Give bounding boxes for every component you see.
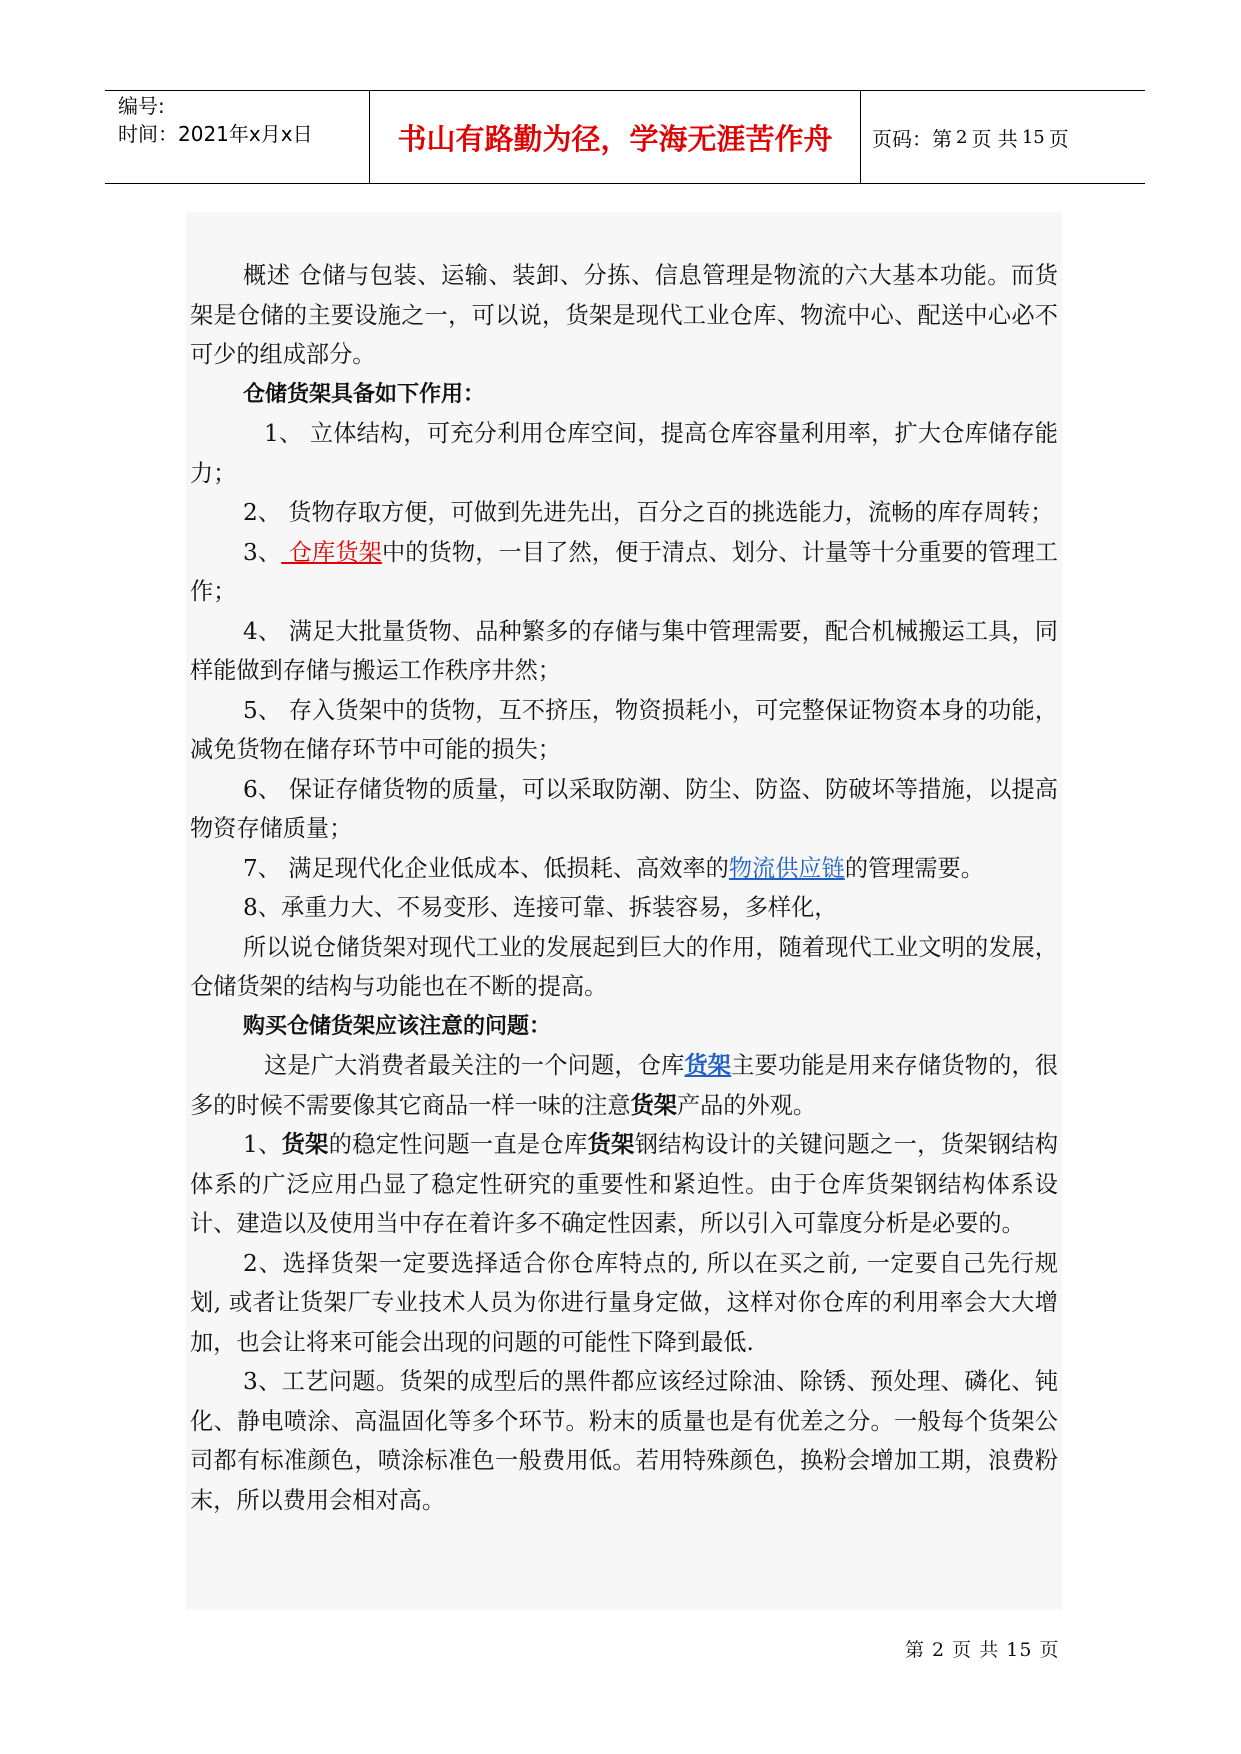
function-item-4: 4、 满足大批量货物、品种繁多的存储与集中管理需要，配合机械搬运工具，同样能做到存储与搬运工作秩序井然； — [190, 617, 1058, 684]
function-item-3 — [190, 533, 1058, 612]
time-label: 时间：2021年x月x日 — [118, 122, 313, 146]
serial-label: 编号: — [118, 94, 165, 118]
page-number: 2 — [956, 126, 968, 148]
q1-rest: 钢结构设计的关键问题之一，货架钢结构体系的广泛应用凸显了稳定性研究的重要性和紧迫性。由于仓库货架钢结构体系设计、建造以及使用当中存在着许多不确定性因素，所以引入可靠度分析是必要的。 — [190, 1131, 1059, 1237]
q1-prefix: 1、 — [243, 1131, 282, 1158]
p2-part-c: 产品的外观。 — [676, 1091, 817, 1119]
supply-chain-link[interactable]: 物流供应链 — [728, 854, 845, 882]
item3-prefix: 3、 — [243, 538, 282, 566]
item7-prefix: 7、 满足现代化企业低成本、低损耗、高效率的 — [243, 854, 729, 882]
page-footer: 第 2 页 共 15 页 — [905, 1639, 1060, 1661]
shelf-link[interactable]: 货架 — [684, 1052, 732, 1079]
header-divider-right — [860, 90, 861, 184]
purchase-point-2: 2、选择货架一定要选择适合你仓库特点的, 所以在买之前, 一定要自己先行规划, 或者让货架厂专业技术人员为你进行量身定做，这样对你仓库的利用率会大大增加，也会让将来可能会出现的问题的可能性下降到最低. — [190, 1249, 1058, 1356]
purchase-intro — [190, 1046, 1058, 1125]
header-motto: 书山有路勤为径，学海无涯苦作舟 — [397, 121, 833, 156]
function-item-5: 5、 存入货架中的货物，互不挤压，物资损耗小，可完整保证物资本身的功能，减免货物在储存环节中可能的损失； — [190, 696, 1058, 763]
function-item-7 — [190, 849, 1058, 889]
page-total: 15 — [1021, 126, 1045, 148]
summary-paragraph: 所以说仓储货架对现代工业的发展起到巨大的作用，随着现代工业文明的发展，仓储货架的结构与功能也在不断的提高。 — [190, 933, 1058, 1000]
intro-paragraph: 概述 仓储与包装、运输、装卸、分拣、信息管理是物流的六大基本功能。而货架是仓储的主要设施之一，可以说，货架是现代工业仓库、物流中心、配送中心必不可少的组成部分。 — [190, 262, 1058, 368]
page-label: 页码：第 — [872, 126, 952, 151]
header-page-info — [872, 90, 1069, 184]
function-item-2: 2、 货物存取方便，可做到先进先出，百分之百的挑选能力，流畅的库存周转； — [243, 499, 1054, 526]
item3-suffix: 中的货物，一目了然，便于清点、划分、计量等十分重要的管理工作； — [190, 538, 1058, 605]
header-meta — [118, 92, 313, 148]
document-body — [190, 256, 1058, 1520]
item7-suffix: 的管理需要。 — [844, 854, 984, 882]
function-item-8: 8、承重力大、不易变形、连接可靠、拆装容易，多样化， — [243, 894, 838, 921]
function-item-6: 6、 保证存储货物的质量，可以采取防潮、防尘、防盗、防破坏等措施，以提高物资存储质量； — [190, 775, 1058, 842]
purchase-point-3: 3、工艺问题。货架的成型后的黑件都应该经过除油、除锈、预处理、磷化、钝化、静电喷涂、高温固化等多个环节。粉末的质量也是有优差之分。一般每个货架公司都有标准颜色，喷涂标准色一般费用低。若用特殊颜色，换粉会增加工期，浪费粉末，所以费用会相对高。 — [190, 1368, 1058, 1514]
heading-purchase: 购买仓储货架应该注意的问题： — [243, 1013, 552, 1039]
purchase-point-1 — [190, 1125, 1058, 1244]
heading-functions: 仓储货架具备如下作用： — [243, 381, 486, 407]
p2-part-b: 主要功能是用来存储货物的，很多的时候不需要像其它商品一样一味的注意 — [190, 1052, 1059, 1119]
page-mid: 页 共 — [971, 126, 1018, 151]
page-end: 页 — [1048, 126, 1069, 151]
warehouse-shelf-link[interactable]: 仓库货架 — [281, 538, 382, 566]
q1-bold-2: 货架 — [587, 1131, 635, 1158]
p2-part-a: 这是广大消费者最关注的一个问题，仓库 — [264, 1052, 685, 1079]
p2-bold-shelf: 货架 — [630, 1091, 677, 1119]
q1-bold-1: 货架 — [281, 1131, 329, 1158]
function-item-1: 1、 立体结构，可充分利用仓库空间，提高仓库容量利用率，扩大仓库储存能力； — [190, 420, 1058, 487]
q1-mid: 的稳定性问题一直是仓库 — [328, 1131, 588, 1158]
